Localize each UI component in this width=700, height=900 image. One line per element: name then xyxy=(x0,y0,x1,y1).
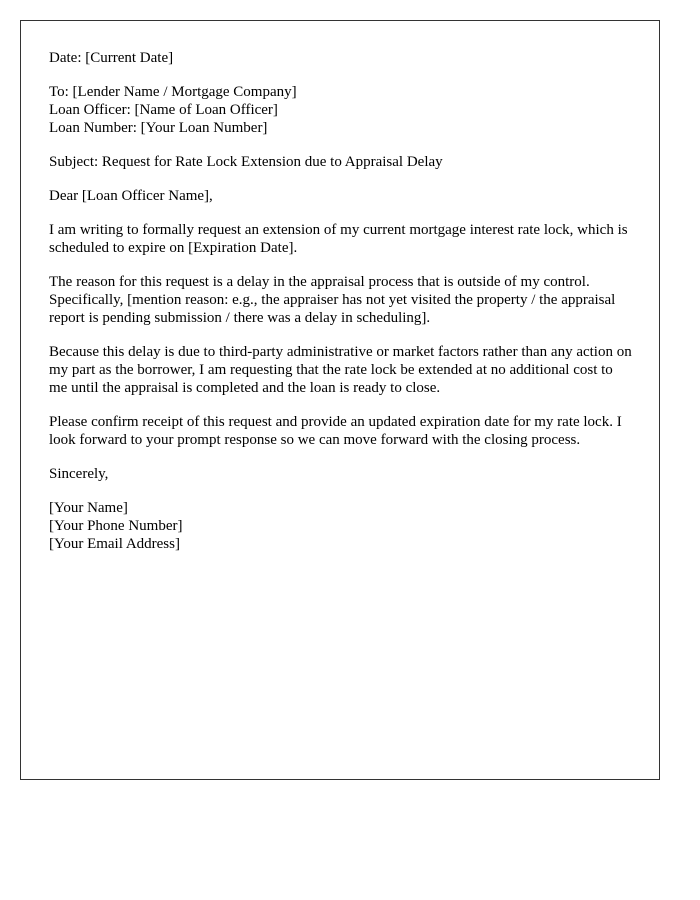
body-paragraph-4: Please confirm receipt of this request and provide an updated expiration date for my rate lock. I look forward to your prompt response so we can move forward with the closing process. xyxy=(49,414,622,448)
recipient-loan-officer: Loan Officer: [Name of Loan Officer] xyxy=(49,102,278,118)
body-paragraph-2: The reason for this request is a delay in the appraisal process that is outside of my control. Specifically, [mention reason: e.g., the appraiser has not yet visited the property / the appraisal report is pending submission / there was a delay in scheduling]. xyxy=(49,274,616,326)
letter-subject: Subject: Request for Rate Lock Extension due to Appraisal Delay xyxy=(49,154,443,170)
signature-phone: [Your Phone Number] xyxy=(49,518,183,534)
letter-page xyxy=(20,20,660,780)
recipient-block xyxy=(49,83,633,137)
recipient-loan-number: Loan Number: [Your Loan Number] xyxy=(49,120,268,136)
letter-closing: Sincerely, xyxy=(49,466,109,482)
body-paragraph-3: Because this delay is due to third-party administrative or market factors rather than any action on my part as the borrower, I am requesting that the rate lock be extended at no additional cost to me until the appraisal is completed and the loan is ready to close. xyxy=(49,344,632,396)
letter-body xyxy=(49,49,633,569)
signature-block xyxy=(49,499,633,553)
letter-salutation: Dear [Loan Officer Name], xyxy=(49,188,213,204)
recipient-to: To: [Lender Name / Mortgage Company] xyxy=(49,84,297,100)
signature-name: [Your Name] xyxy=(49,500,128,516)
letter-date: Date: [Current Date] xyxy=(49,50,174,66)
body-paragraph-1: I am writing to formally request an extension of my current mortgage interest rate lock, which is scheduled to expire on [Expiration Date]. xyxy=(49,222,628,256)
signature-email: [Your Email Address] xyxy=(49,536,180,552)
